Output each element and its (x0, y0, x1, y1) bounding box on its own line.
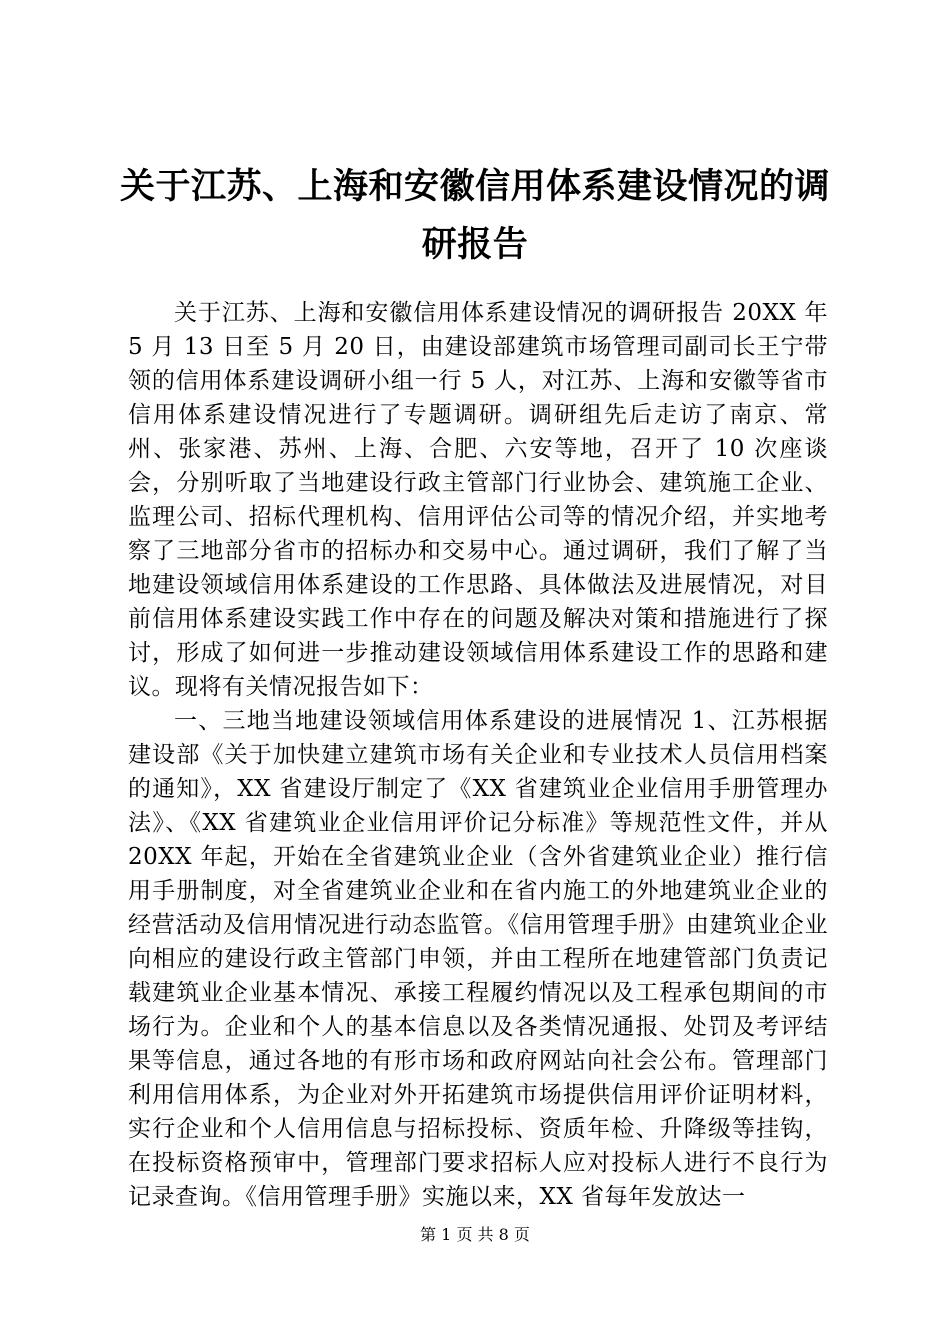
page-footer: 第 1 页 共 8 页 (420, 1225, 530, 1244)
document-title: 关于江苏、上海和安徽信用体系建设情况的调研报告 (120, 167, 831, 265)
document-body (128, 296, 828, 1214)
paragraph-section-one: 一、三地当地建设领域信用体系建设的进展情况 1、江苏根据建设部《关于加快建立建筑市场有关企业和专业技术人员信用档案的通知》，XX 省建设厅制定了《XX 省建筑业企业信用手册管理办法》、《XX 省建筑业企业信用评价记分标准》等规范性文件，并从 20XX 年起，开始在全省建筑业企业（含外省建筑业企业）推行信用手册制度，对全省建筑业企业和在省内施工的外地建筑业企业的经营活动及信用情况进行动态监管。《信用管理手册》由建筑业企业向相应的建设行政主管部门申领，并由工程所在地建管部门负责记载建筑业企业基本情况、承接工程履约情况以及工程承包期间的市场行为。企业和个人的基本信息以及各类情况通报、处罚及考评结果等信息，通过各地的有形市场和政府网站向社会公布。管理部门利用信用体系，为企业对外开拓建筑市场提供信用评价证明材料，实行企业和个人信用信息与招标投标、资质年检、升降级等挂钩，在投标资格预审中，管理部门要求招标人应对投标人进行不良行为记录查询。《信用管理手册》实施以来，XX 省每年发放达一 (128, 708, 828, 1210)
paragraph-intro: 关于江苏、上海和安徽信用体系建设情况的调研报告 20XX 年 5 月 13 日至 5 月 20 日，由建设部建筑市场管理司副司长王宁带领的信用体系建设调研小组一行 5 人，对江苏、上海和安徽等省市信用体系建设情况进行了专题调研。调研组先后走访了南京、常州、张家港、苏州、上海、合肥、六安等地，召开了 10 次座谈会，分别听取了当地建设行政主管部门行业协会、建筑施工企业、监理公司、招标代理机构、信用评估公司等的情况介绍，并实地考察了三地部分省市的招标办和交易中心。通过调研，我们了解了当地建设领域信用体系建设的工作思路、具体做法及进展情况，对目前信用体系建设实践工作中存在的问题及解决对策和措施进行了探讨，形成了如何进一步推动建设领域信用体系建设工作的思路和建议。现将有关情况报告如下： (128, 300, 828, 700)
